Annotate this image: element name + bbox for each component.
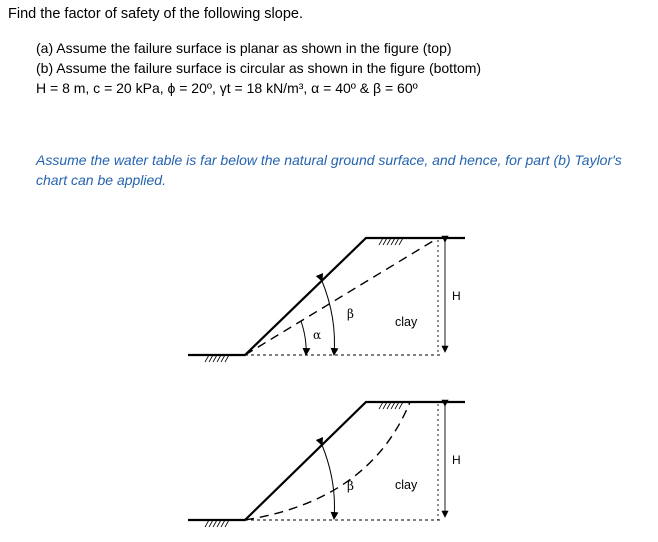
top-slope-figure <box>188 238 465 362</box>
top-beta-arc <box>322 281 335 355</box>
bottom-slope-figure <box>188 402 465 527</box>
bottom-height-label: H <box>452 453 461 467</box>
bottom-slope-surface <box>188 402 465 520</box>
given-parameters: H = 8 m, c = 20 kPa, ϕ = 20º, γt = 18 kN/m³, α = 40º & β = 60º <box>36 80 418 96</box>
top-failure-plane <box>245 238 438 355</box>
top-alpha-label: α <box>313 328 322 342</box>
part-b-text: (b) Assume the failure surface is circular as shown in the figure (bottom) <box>36 60 482 76</box>
bottom-soil-label: clay <box>395 478 418 492</box>
top-slope-surface <box>188 238 465 355</box>
water-table-note: Assume the water table is far below the natural ground surface, and hence, for part (b) Taylor's chart can be applied. <box>36 152 622 188</box>
bottom-beta-label: β <box>347 479 354 493</box>
top-beta-label: β <box>347 307 354 321</box>
part-a-text: (a) Assume the failure surface is planar as shown in the figure (top) <box>36 40 452 56</box>
problem-title: Find the factor of safety of the following slope. <box>8 6 303 22</box>
top-alpha-arc <box>301 321 306 355</box>
top-height-label: H <box>452 289 461 303</box>
bottom-beta-arc <box>322 445 335 519</box>
top-soil-label: clay <box>395 315 418 329</box>
